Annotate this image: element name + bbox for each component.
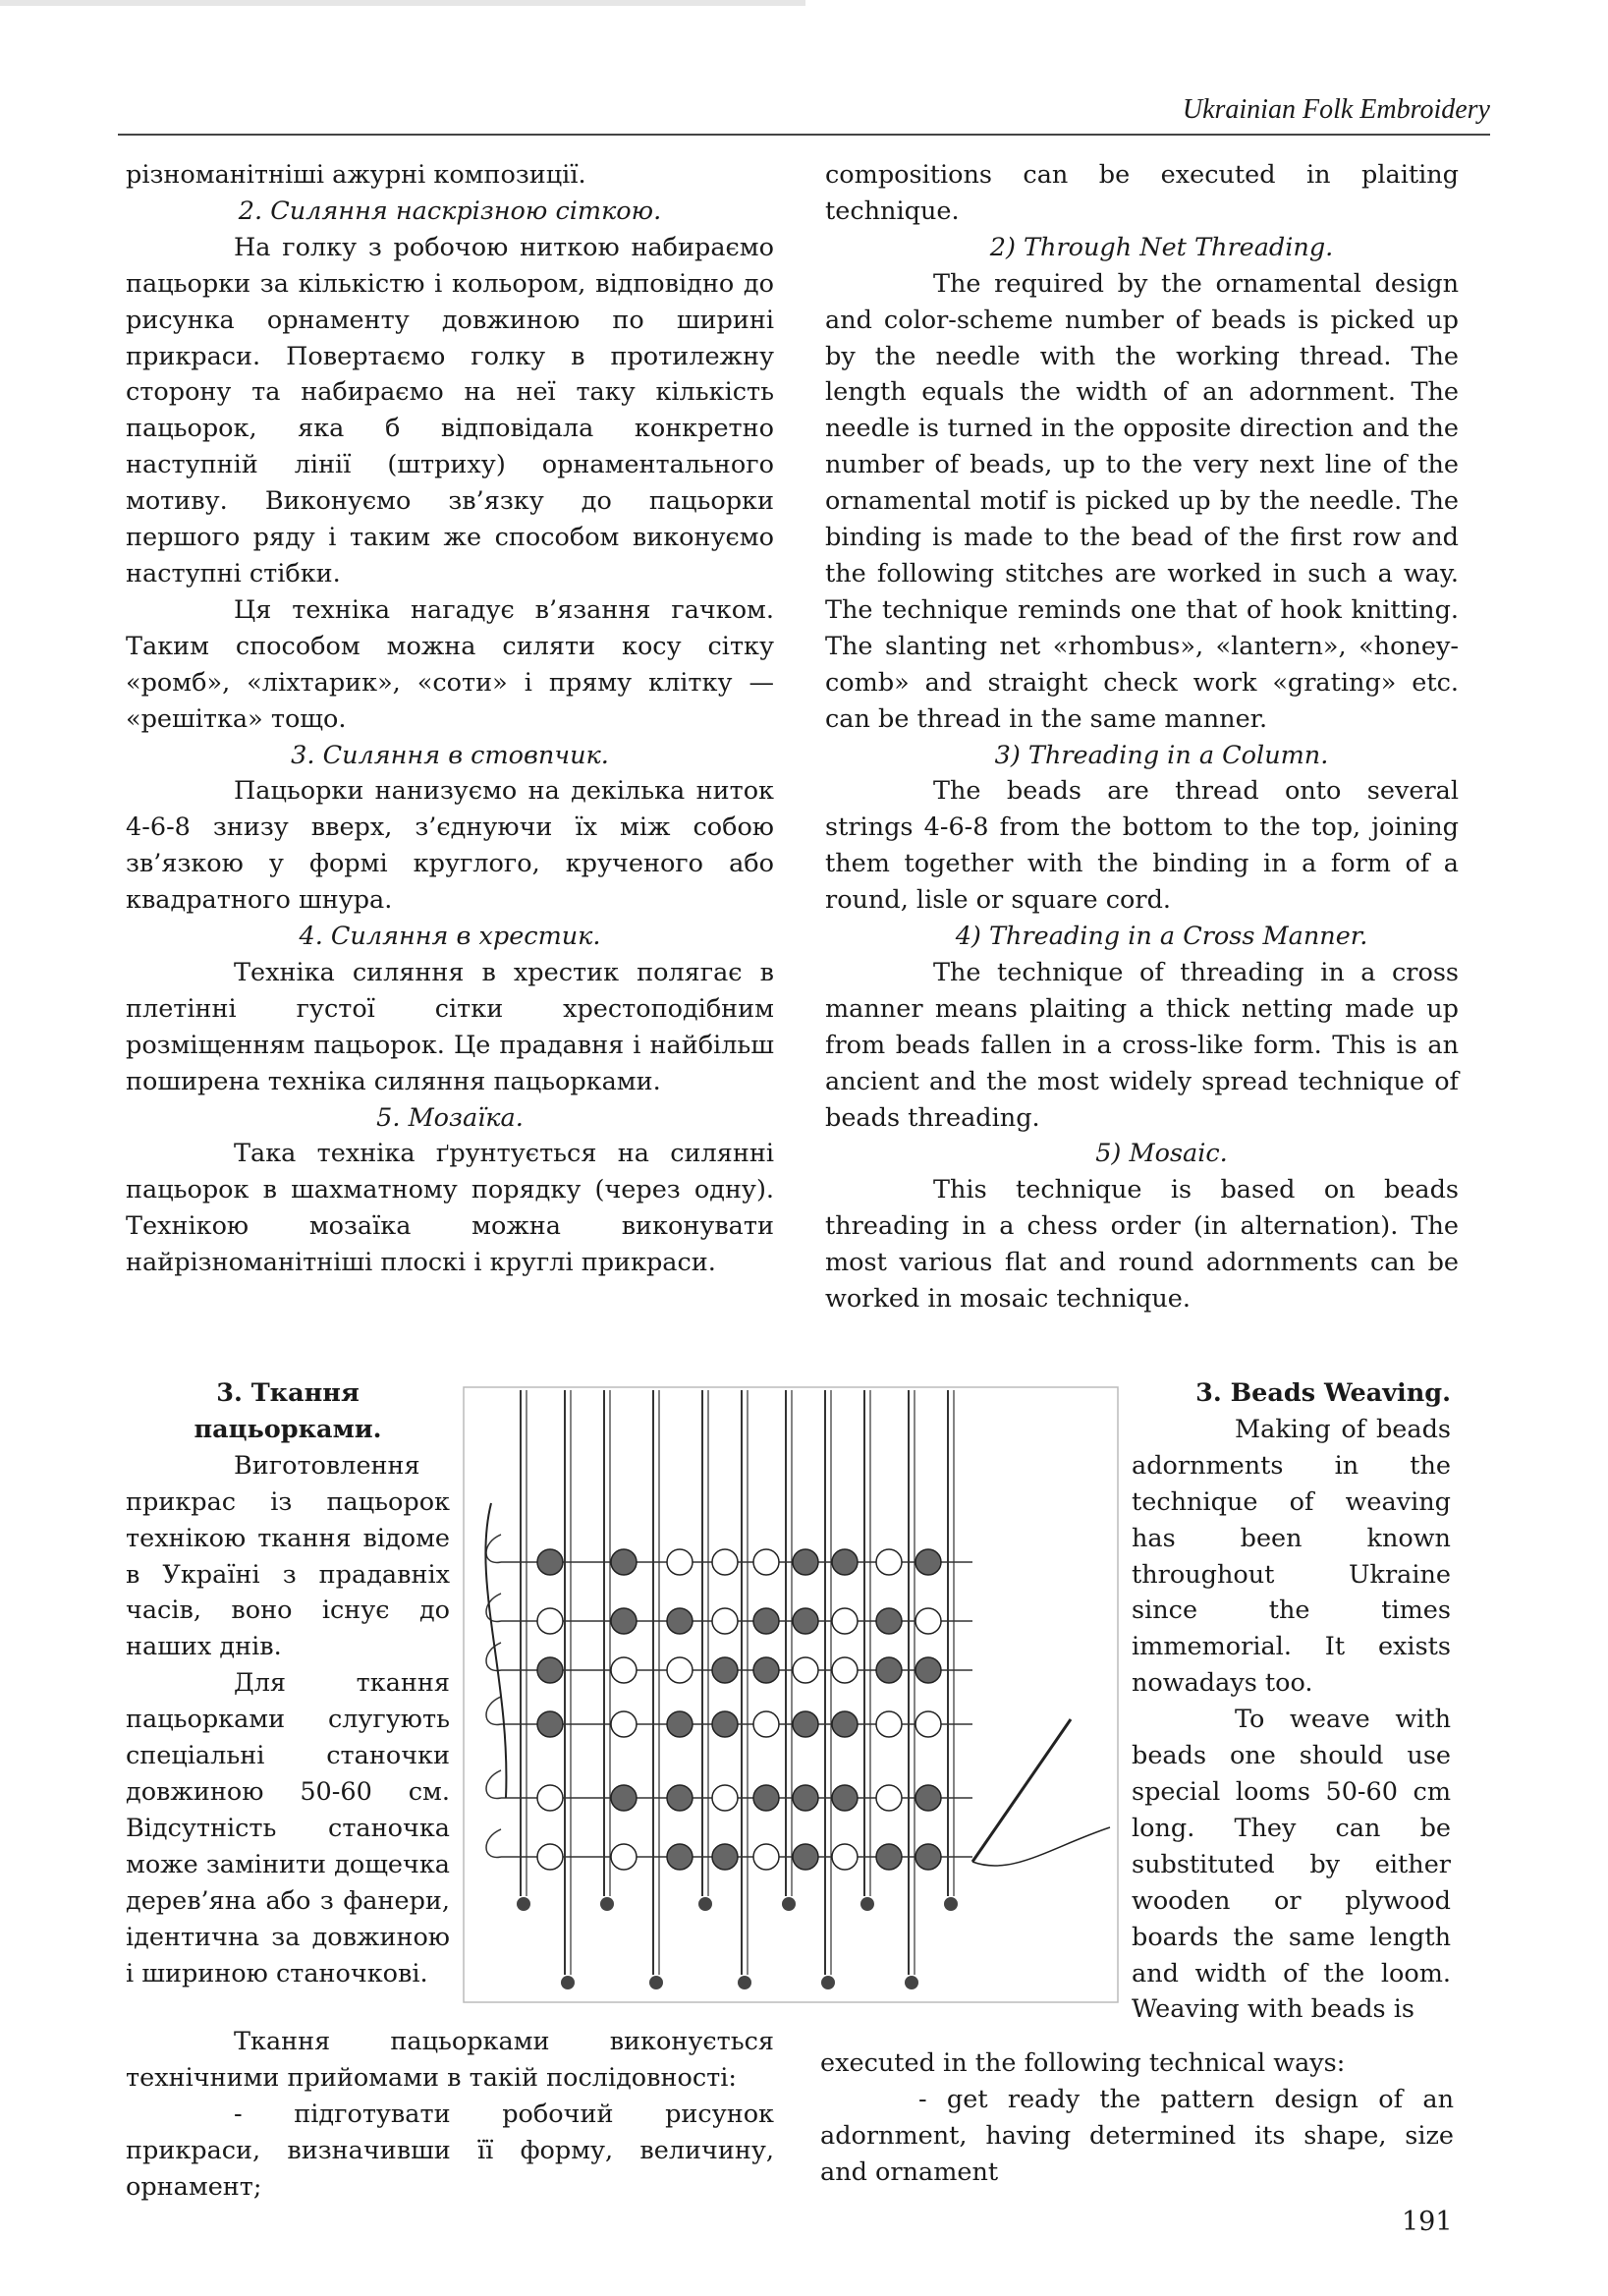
bead [712,1711,738,1737]
paragraph: Пацьорки нанизуємо на декілька ниток 4-6-8 знизу вверх, з’єднуючи їх між собою зв’язкою у формі круглого, крученого або квадратного шнура. [126,776,774,916]
warp-weight [698,1897,712,1911]
paragraph: Ця техніка нагадує в’язання гачком. Таким способом можна силяти косу сітку «ромб», «ліхтарик», «соти» і пряму клітку — «решітка» тощо. [126,594,774,734]
running-header: Ukrainian Folk Embroidery [1182,94,1490,125]
bead [753,1608,779,1634]
warp-weight [905,1976,918,1989]
bead [667,1657,693,1683]
ukrainian-text-top [126,157,774,1281]
working-thread [485,1503,506,1798]
bead [667,1608,693,1634]
bead [832,1785,858,1811]
bead [832,1549,858,1575]
bead [611,1549,637,1575]
bead [611,1785,637,1811]
bead [712,1549,738,1575]
bead [611,1844,637,1870]
warp-weight [944,1897,958,1911]
bead [915,1711,941,1737]
needle [972,1719,1071,1862]
subsection-heading: 3) Threading in a Column. [994,740,1329,770]
ukrainian-weaving-section [126,1375,450,1991]
paragraph: Making of beads adornments in the technique of weaving has been known throughout Ukraine since the times immemorial. It exists nowadays too. [1132,1414,1451,1699]
paragraph: Виготовлення прикрас із пацьорок технікою ткання відоме в Україні з прадавніх часів, воно існує до наших днів. [126,1450,450,1662]
bead [712,1844,738,1870]
bead [793,1549,818,1575]
bead [667,1785,693,1811]
bead [537,1785,563,1811]
warp-weight [517,1897,530,1911]
bead [611,1608,637,1634]
paragraph-continuation: compositions can be executed in plaiting technique. [825,160,1459,226]
paragraph-continuation: різноманітніші ажурні композиції. [126,160,586,190]
bead [793,1844,818,1870]
warp-weight [600,1897,614,1911]
english-weaving-section [1132,1375,1451,2028]
list-item: - підготувати робочий рисунок прикраси, визначивши її форму, величину, орнамент; [126,2099,774,2202]
weft-loop [486,1697,501,1724]
warp-weight [782,1897,796,1911]
scan-edge [0,0,805,6]
bead [832,1608,858,1634]
warp-weight [738,1976,751,1989]
subsection-heading: 5) Mosaic. [1095,1139,1228,1169]
paragraph: The technique of threading in a cross manner means plaiting a thick netting made up from beads fallen in a cross-like form. This is an ancient and the most widely spread technique of beads threading. [825,957,1459,1133]
section-heading: 3. Ткання пацьорками. [194,1378,382,1444]
bead [876,1549,902,1575]
subsection-heading: 5. Мозаїка. [376,1102,524,1133]
weft-loop [486,1829,501,1857]
list-item: - get ready the pattern design of an adornment, having determined its shape, size and ornament [820,2084,1454,2187]
bead [793,1657,818,1683]
bead [876,1785,902,1811]
english-text-top [825,157,1459,1317]
bead [753,1785,779,1811]
bead [793,1711,818,1737]
paragraph: The beads are thread onto several strings 4-6-8 from the bottom to the top, joining them together with the binding in a form of a round, lisle or square cord. [825,776,1459,916]
warp-weight [649,1976,663,1989]
weft-loop [486,1535,501,1562]
bead [832,1844,858,1870]
ukrainian-text-bottom [126,2024,774,2206]
warp-weight [860,1897,874,1911]
bead [537,1844,563,1870]
paragraph: Техніка силяння в хрестик полягає в плетінні густої сітки хрестоподібним розміщенням пацьорок. Це прадавня і найбільш поширена техніка силяння пацьорками. [126,957,774,1096]
bead [667,1549,693,1575]
english-text-bottom [820,2045,1454,2191]
bead [667,1844,693,1870]
bead [611,1657,637,1683]
bead [876,1608,902,1634]
bead [753,1711,779,1737]
page-number: 191 [1402,2207,1453,2237]
bead-loom-illustration [462,1385,1120,2004]
bead [793,1785,818,1811]
bead [915,1785,941,1811]
bead [712,1657,738,1683]
paragraph: The required by the ornamental design and color-scheme number of beads is picked up by the needle with the working thread. The length equals the width of an adornment. The needle is turned in the opposite direction and the number of beads, up to the very next line of the ornamental motif is picked up by the needle. The binding is made to the bead of the first row and the following stitches are worked in such a way. The technique reminds one that of hook knitting. The slanting net «rhombus», «lantern», «honey-comb» and straight check work «grating» etc. can be thread in the same manner. [825,268,1459,734]
bead [753,1657,779,1683]
bead [876,1844,902,1870]
bead [915,1844,941,1870]
bead [712,1608,738,1634]
warp-weight [561,1976,575,1989]
bead [915,1657,941,1683]
bead [876,1657,902,1683]
bead [537,1549,563,1575]
paragraph: На голку з робочою ниткою набираємо пацьорки за кількістю і кольором, відповідно до рисунка орнаменту довжиною по ширині прикраси. Повертаємо голку в протилежну сторону та набираємо на неї таку кількість пацьорок, яка б відповідала конкретно наступній лінії (штриху) орнаментального мотиву. Виконуємо зв’язку до пацьорки першого ряду і таким же способом виконуємо наступні стібки. [126,232,774,588]
bead [793,1608,818,1634]
paragraph: Така техніка ґрунтується на силянні пацьорок в шахматному порядку (через одну). Технікою мозаїка можна виконувати найрізноманітніші плоскі і круглі прикраси. [126,1139,774,1278]
paragraph: Для ткання пацьорками слугують спеціальні станочки довжиною 50-60 см. Відсутність станочка може замінити дощечка дерев’яна або з фанери, ідентична за довжиною і шириною станочкові. [126,1668,450,1988]
bead [915,1608,941,1634]
bead [667,1711,693,1737]
bead [753,1844,779,1870]
subsection-heading: 4) Threading in a Cross Manner. [955,922,1368,952]
subsection-heading: 2) Through Net Threading. [989,232,1334,262]
subsection-heading: 3. Силяння в стовпчик. [291,740,609,770]
warp-weight [821,1976,835,1989]
bead [753,1549,779,1575]
subsection-heading: 2. Силяння наскрізною сіткою. [238,196,662,226]
weft-loop [486,1770,501,1798]
bead [832,1711,858,1737]
subsection-heading: 4. Силяння в хрестик. [299,922,601,952]
bead [537,1608,563,1634]
paragraph: To weave with beads one should use special looms 50-60 cm long. They can be substituted by either wooden or plywood boards the same length and width of the loom. Weaving with beads is [1132,1705,1451,2025]
bead [611,1711,637,1737]
paragraph: executed in the following technical ways: [820,2048,1346,2078]
bead [915,1549,941,1575]
bead [832,1657,858,1683]
paragraph: This technique is based on beads threading in a chess order (in alternation). The most various flat and round adornments can be worked in mosaic technique. [825,1175,1459,1315]
paragraph: Ткання пацьорками виконується технічними прийомами в такій послідовності: [126,2027,774,2093]
bead [537,1711,563,1737]
header-rule [118,134,1490,136]
bead [876,1711,902,1737]
bead [537,1657,563,1683]
bead [712,1785,738,1811]
section-heading: 3. Beads Weaving. [1195,1378,1451,1408]
